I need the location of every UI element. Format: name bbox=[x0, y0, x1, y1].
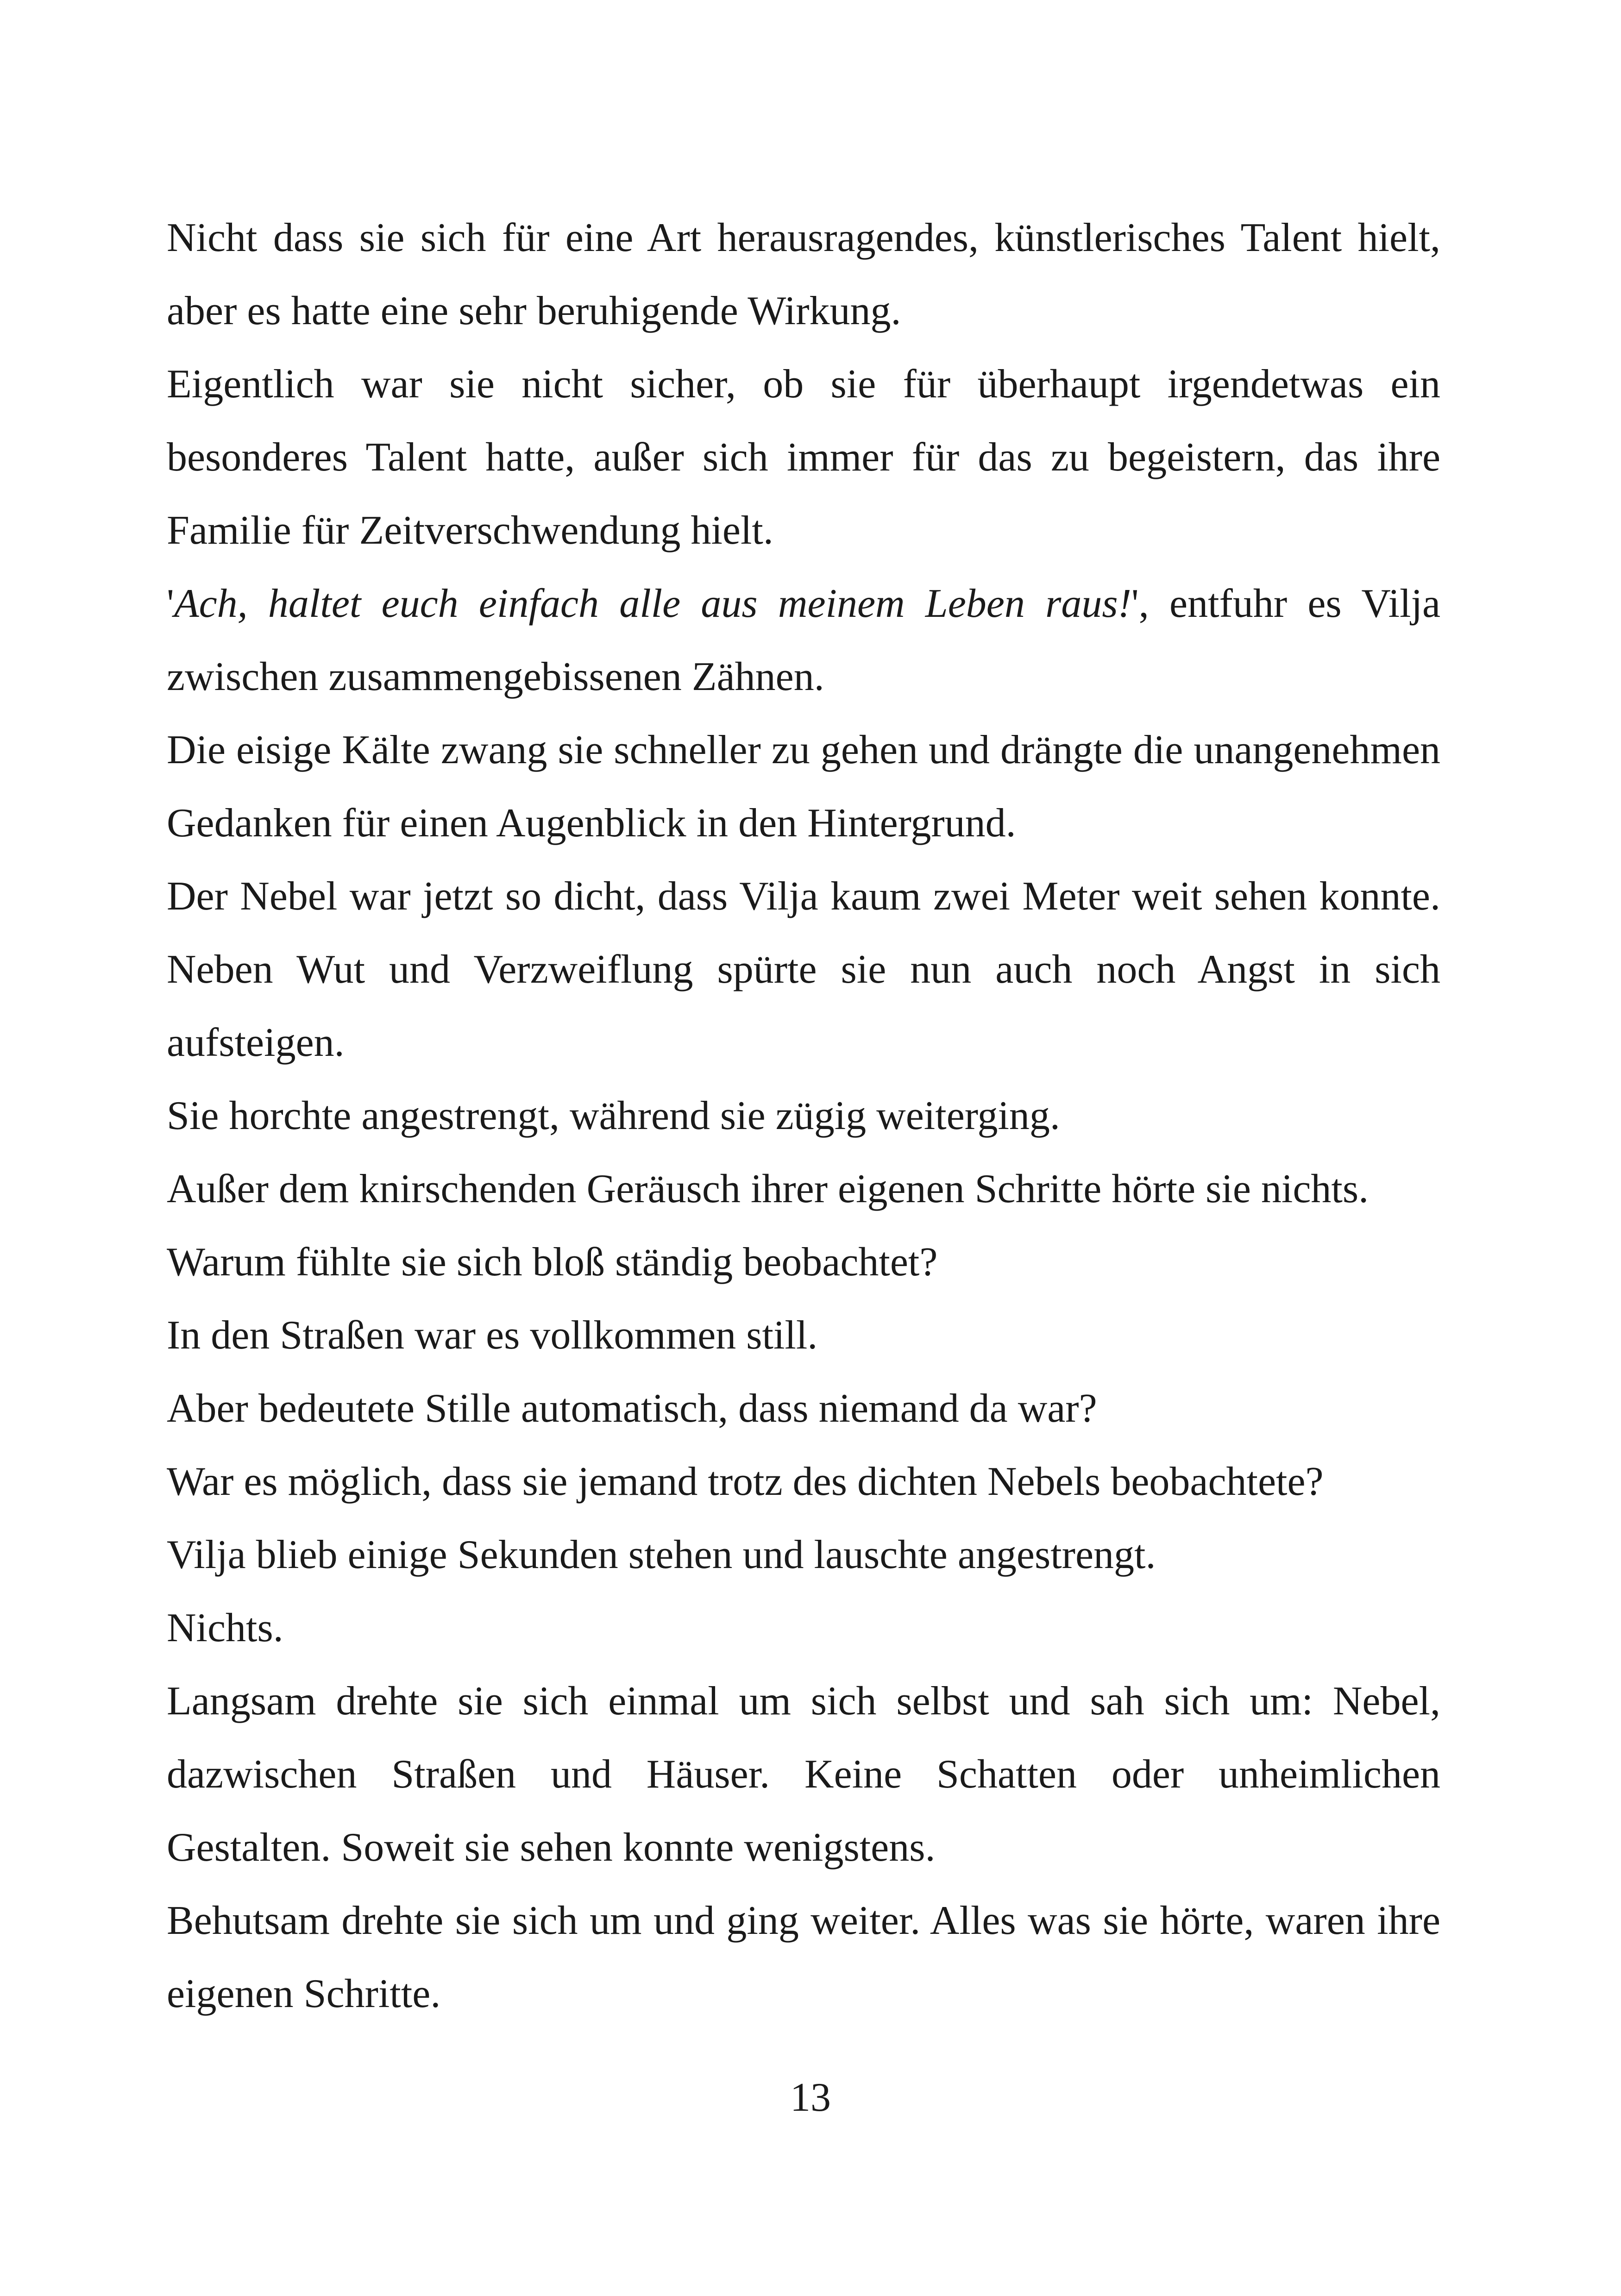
paragraph: Vilja blieb einige Sekunden stehen und lauschte angestrengt. bbox=[167, 1532, 1156, 1577]
paragraph: Nicht dass sie sich für eine Art herausragendes, künstlerisches Talent hielt, aber es hatte eine sehr beruhigende Wirkung. bbox=[167, 215, 1440, 333]
quote-paragraph bbox=[167, 567, 1440, 714]
page-number: 13 bbox=[790, 2075, 831, 2120]
quote-close-text: ', entfuhr es Vilja zwischen zusammengebissenen Zähnen. bbox=[167, 581, 1441, 699]
paragraph: Die eisige Kälte zwang sie schneller zu gehen und drängte die unangenehmen Gedanken für einen Augenblick in den Hintergrund. bbox=[167, 728, 1440, 846]
quote-italic-text: Ach, haltet euch einfach alle aus meinem Leben raus! bbox=[174, 581, 1131, 626]
paragraph: Eigentlich war sie nicht sicher, ob sie für überhaupt irgendetwas ein besonderes Talent hatte, außer sich immer für das zu begeistern, das ihre Familie für Zeitverschwendung hielt. bbox=[167, 362, 1440, 553]
paragraph: Aber bedeutete Stille automatisch, dass niemand da war? bbox=[167, 1386, 1097, 1431]
quote-open-mark: ' bbox=[167, 581, 174, 626]
paragraph: In den Straßen war es vollkommen still. bbox=[167, 1313, 818, 1358]
paragraph: Warum fühlte sie sich bloß ständig beobachtet? bbox=[167, 1240, 938, 1285]
paragraph: War es möglich, dass sie jemand trotz des dichten Nebels beobachtete? bbox=[167, 1459, 1324, 1504]
paragraph: Behutsam drehte sie sich um und ging weiter. Alles was sie hörte, waren ihre eigenen Schritte. bbox=[167, 1898, 1440, 2016]
paragraph: Langsam drehte sie sich einmal um sich selbst und sah sich um: Nebel, dazwischen Straßen und Häuser. Keine Schatten oder unheimlichen Gestalten. Soweit sie sehen konnte wenigstens. bbox=[167, 1679, 1440, 1870]
paragraph: Nichts. bbox=[167, 1606, 283, 1650]
paragraph: Sie horchte angestrengt, während sie zügig weiterging. bbox=[167, 1093, 1060, 1138]
paragraph: Außer dem knirschenden Geräusch ihrer eigenen Schritte hörte sie nichts. bbox=[167, 1167, 1369, 1211]
paragraph: Der Nebel war jetzt so dicht, dass Vilja kaum zwei Meter weit sehen konnte. Neben Wut und Verzweiflung spürte sie nun auch noch Angst in sich aufsteigen. bbox=[167, 874, 1440, 1065]
page-body-text bbox=[167, 201, 1440, 2031]
